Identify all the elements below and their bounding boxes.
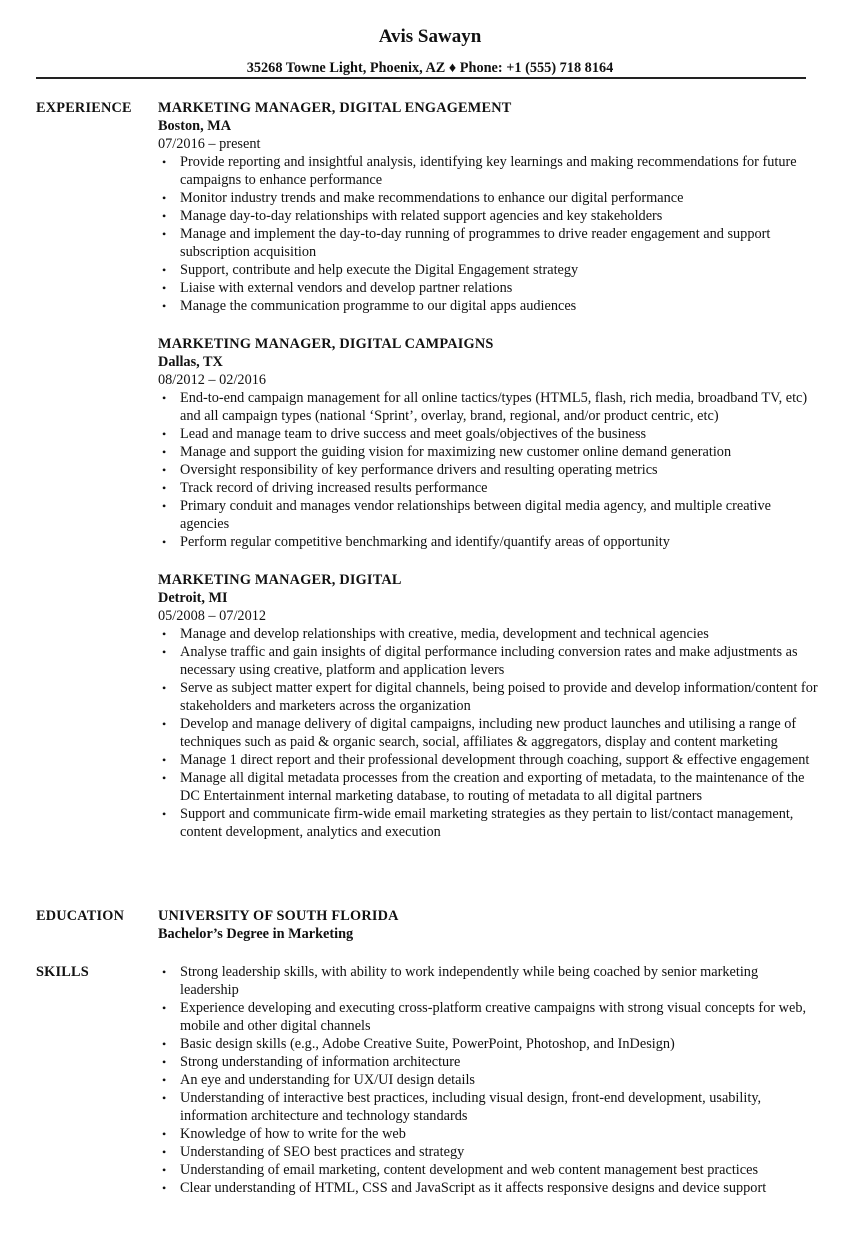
bullet-text: Lead and manage team to drive success and meet goals/objectives of the business bbox=[180, 426, 647, 442]
bullet-item bbox=[158, 1053, 818, 1071]
bullet-icon: • bbox=[162, 427, 167, 441]
candidate-name: Avis Sawayn bbox=[378, 26, 482, 47]
bullet-item bbox=[158, 1089, 818, 1125]
bullet-item bbox=[158, 715, 818, 751]
bullet-icon: • bbox=[162, 681, 167, 695]
bullet-item bbox=[158, 443, 818, 461]
bullet-item bbox=[158, 963, 818, 999]
bullet-item bbox=[158, 425, 818, 443]
bullet-item bbox=[158, 625, 818, 643]
bullet-text: Track record of driving increased results performance bbox=[180, 480, 488, 496]
bullet-icon: • bbox=[162, 263, 167, 277]
bullet-text: Oversight responsibility of key performance drivers and resulting operating metrics bbox=[180, 462, 658, 478]
skills-heading: SKILLS bbox=[36, 964, 89, 980]
job-dates: 05/2008 – 07/2012 bbox=[158, 608, 267, 624]
bullet-text: Liaise with external vendors and develop partner relations bbox=[180, 280, 513, 296]
job-entry bbox=[158, 571, 818, 841]
bullet-icon: • bbox=[162, 1145, 167, 1159]
bullet-item bbox=[158, 643, 818, 679]
bullet-item bbox=[158, 1035, 818, 1053]
contact-line: 35268 Towne Light, Phoenix, AZ ♦ Phone: +1 (555) 718 8164 bbox=[246, 60, 614, 76]
job-title: MARKETING MANAGER, DIGITAL ENGAGEMENT bbox=[158, 100, 512, 116]
bullet-icon: • bbox=[162, 771, 167, 785]
bullet-item bbox=[158, 1071, 818, 1089]
bullet-icon: • bbox=[162, 1055, 167, 1069]
bullet-item bbox=[158, 1125, 818, 1143]
bullet-item bbox=[158, 769, 818, 805]
bullet-icon: • bbox=[162, 1127, 167, 1141]
bullet-text: Understanding of email marketing, content development and web content management best practices bbox=[180, 1162, 759, 1178]
bullet-icon: • bbox=[162, 627, 167, 641]
bullet-item bbox=[158, 153, 818, 189]
bullet-text: Serve as subject matter expert for digital channels, being poised to provide and develop information/content for stakeholders and marketers across the organization bbox=[180, 680, 818, 714]
bullet-icon: • bbox=[162, 1073, 167, 1087]
bullet-text: Analyse traffic and gain insights of digital performance including conversion rates and make adjustments as necessary using creative, platform and application levers bbox=[180, 644, 798, 678]
bullet-icon: • bbox=[162, 1163, 167, 1177]
bullet-text: Monitor industry trends and make recommendations to enhance our digital performance bbox=[180, 190, 684, 206]
job-entry bbox=[158, 99, 818, 315]
bullet-icon: • bbox=[162, 299, 167, 313]
bullet-text: Manage and develop relationships with creative, media, development and technical agencies bbox=[180, 626, 709, 642]
bullet-text: Strong leadership skills, with ability to work independently while being coached by senior marketing leadership bbox=[180, 964, 759, 998]
job-location: Dallas, TX bbox=[158, 354, 223, 370]
header-divider bbox=[36, 77, 806, 79]
bullet-icon: • bbox=[162, 463, 167, 477]
bullet-item bbox=[158, 679, 818, 715]
bullet-icon: • bbox=[162, 391, 167, 405]
bullet-icon: • bbox=[162, 481, 167, 495]
bullet-item bbox=[158, 497, 818, 533]
bullet-item bbox=[158, 999, 818, 1035]
bullet-icon: • bbox=[162, 1037, 167, 1051]
bullet-text: End-to-end campaign management for all online tactics/types (HTML5, flash, rich media, broadband TV, etc) and all campaign types (national ‘Sprint’, overlay, brand, regional, and/or product centric, etc) bbox=[180, 390, 808, 424]
bullet-text: Provide reporting and insightful analysis, identifying key learnings and making recommendations for future campaigns to enhance performance bbox=[180, 154, 797, 188]
bullet-text: Support, contribute and help execute the Digital Engagement strategy bbox=[180, 262, 579, 278]
bullet-item bbox=[158, 479, 818, 497]
bullet-icon: • bbox=[162, 155, 167, 169]
bullet-item bbox=[158, 297, 818, 315]
bullet-item bbox=[158, 225, 818, 261]
experience-heading: EXPERIENCE bbox=[36, 100, 132, 116]
skills-list bbox=[158, 963, 818, 1197]
bullet-item bbox=[158, 279, 818, 297]
job-bullets bbox=[158, 389, 818, 551]
bullet-text: Knowledge of how to write for the web bbox=[180, 1126, 406, 1142]
bullet-icon: • bbox=[162, 1181, 167, 1195]
bullet-text: Experience developing and executing cross-platform creative campaigns with strong visual concepts for web, mobile and other digital channels bbox=[180, 1000, 807, 1034]
bullet-item bbox=[158, 805, 818, 841]
job-dates: 07/2016 – present bbox=[158, 136, 261, 152]
education-heading: EDUCATION bbox=[36, 908, 125, 924]
bullet-icon: • bbox=[162, 209, 167, 223]
bullet-text: Primary conduit and manages vendor relationships between digital media agency, and multiple creative agencies bbox=[180, 498, 772, 532]
bullet-text: Manage the communication programme to our digital apps audiences bbox=[180, 298, 577, 314]
bullet-item bbox=[158, 389, 818, 425]
job-title: MARKETING MANAGER, DIGITAL bbox=[158, 572, 402, 588]
bullet-icon: • bbox=[162, 191, 167, 205]
bullet-icon: • bbox=[162, 281, 167, 295]
bullet-item bbox=[158, 751, 818, 769]
bullet-icon: • bbox=[162, 753, 167, 767]
job-location: Boston, MA bbox=[158, 118, 232, 134]
education-body bbox=[158, 907, 818, 943]
education-school: UNIVERSITY OF SOUTH FLORIDA bbox=[158, 908, 399, 924]
bullet-item bbox=[158, 1161, 818, 1179]
bullet-item bbox=[158, 1143, 818, 1161]
skills-body bbox=[158, 963, 818, 1197]
bullet-text: Basic design skills (e.g., Adobe Creative Suite, PowerPoint, Photoshop, and InDesign) bbox=[180, 1036, 675, 1052]
bullet-icon: • bbox=[162, 717, 167, 731]
bullet-item bbox=[158, 189, 818, 207]
job-bullets bbox=[158, 625, 818, 841]
bullet-icon: • bbox=[162, 499, 167, 513]
bullet-text: Support and communicate firm-wide email marketing strategies as they pertain to list/contact management, content development, analytics and execution bbox=[180, 806, 794, 840]
bullet-icon: • bbox=[162, 965, 167, 979]
bullet-item bbox=[158, 207, 818, 225]
job-bullets bbox=[158, 153, 818, 315]
bullet-text: Manage 1 direct report and their professional development through coaching, support & effective engagement bbox=[180, 752, 810, 768]
job-entry bbox=[158, 335, 818, 551]
bullet-item bbox=[158, 1179, 818, 1197]
bullet-text: Manage all digital metadata processes from the creation and exporting of metadata, to the maintenance of the DC Entertainment internal marketing database, to routing of metadata to all digital partners bbox=[180, 770, 805, 804]
bullet-text: Understanding of SEO best practices and strategy bbox=[180, 1144, 465, 1160]
experience-body bbox=[158, 99, 818, 861]
bullet-icon: • bbox=[162, 1001, 167, 1015]
bullet-icon: • bbox=[162, 445, 167, 459]
bullet-text: Strong understanding of information architecture bbox=[180, 1054, 461, 1070]
job-title: MARKETING MANAGER, DIGITAL CAMPAIGNS bbox=[158, 336, 494, 352]
bullet-text: Perform regular competitive benchmarking and identify/quantify areas of opportunity bbox=[180, 534, 670, 550]
bullet-icon: • bbox=[162, 535, 167, 549]
bullet-icon: • bbox=[162, 807, 167, 821]
job-location: Detroit, MI bbox=[158, 590, 228, 606]
bullet-item bbox=[158, 261, 818, 279]
job-dates: 08/2012 – 02/2016 bbox=[158, 372, 267, 388]
education-degree: Bachelor’s Degree in Marketing bbox=[158, 926, 354, 942]
bullet-item bbox=[158, 461, 818, 479]
bullet-icon: • bbox=[162, 227, 167, 241]
bullet-text: Understanding of interactive best practices, including visual design, front-end development, usability, information architecture and technology standards bbox=[180, 1090, 762, 1124]
bullet-text: Clear understanding of HTML, CSS and JavaScript as it affects responsive designs and device support bbox=[180, 1180, 767, 1196]
bullet-item bbox=[158, 533, 818, 551]
bullet-text: Develop and manage delivery of digital campaigns, including new product launches and utilising a range of techniques such as paid & organic search, social, affiliates & aggregators, display and content marketing bbox=[180, 716, 797, 750]
bullet-text: An eye and understanding for UX/UI design details bbox=[180, 1072, 475, 1088]
bullet-text: Manage day-to-day relationships with related support agencies and key stakeholders bbox=[180, 208, 663, 224]
bullet-text: Manage and support the guiding vision for maximizing new customer online demand generation bbox=[180, 444, 732, 460]
bullet-text: Manage and implement the day-to-day running of programmes to drive reader engagement and support subscription acquisition bbox=[180, 226, 771, 260]
bullet-icon: • bbox=[162, 1091, 167, 1105]
bullet-icon: • bbox=[162, 645, 167, 659]
